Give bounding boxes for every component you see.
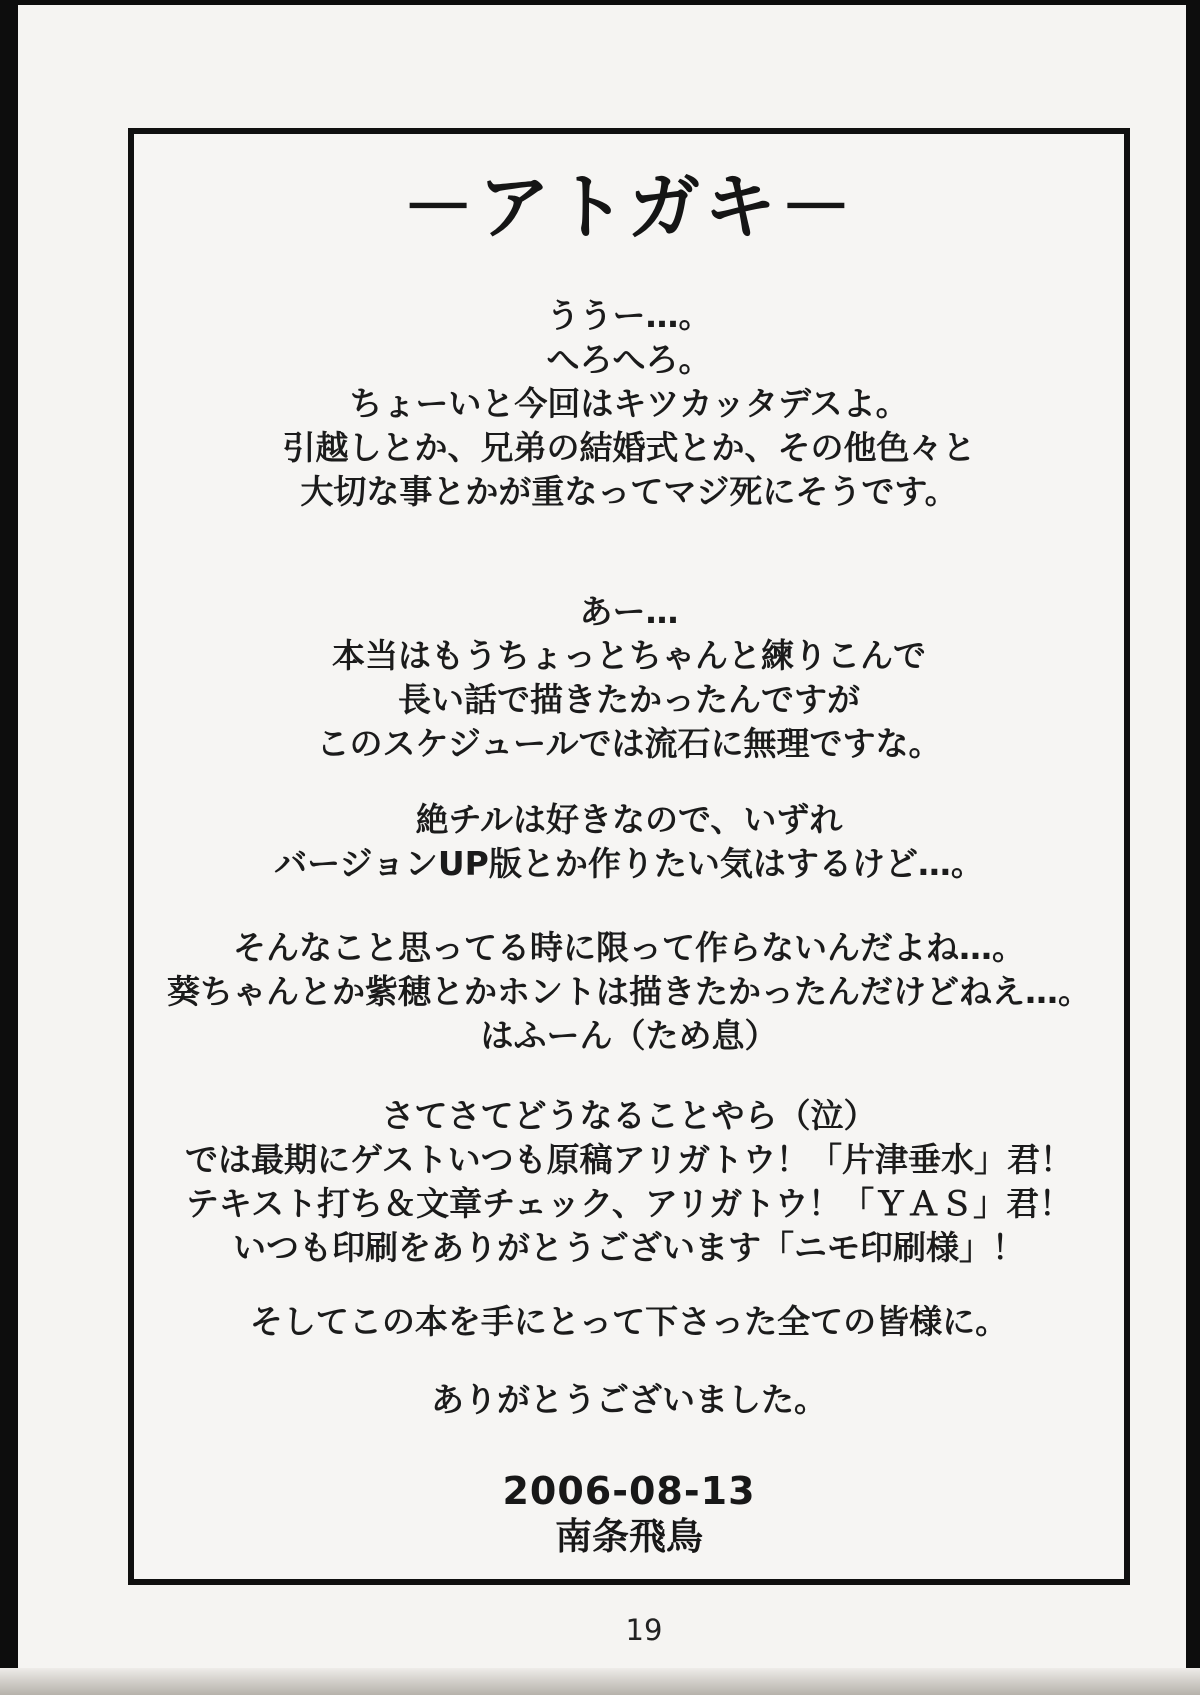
text-line: 長い話で描きたかったんですが (398, 680, 860, 719)
paragraph (134, 926, 1124, 1058)
date: 2006-08-13 (502, 1469, 756, 1513)
text-line: はふーん（ため息） (480, 1016, 778, 1055)
text-line: 大切な事とかが重なってマジ死にそうです。 (300, 472, 958, 511)
paragraph (134, 1300, 1124, 1344)
text-line: 葵ちゃんとか紫穂とかホントは描きたかったんだけどねえ…。 (167, 972, 1091, 1011)
paragraph (134, 1378, 1124, 1422)
paragraph (134, 294, 1124, 514)
paragraph (134, 1094, 1124, 1270)
text-line: そんなこと思ってる時に限って作らないんだよね…。 (233, 928, 1025, 967)
text-line: ありがとうございました。 (431, 1380, 827, 1419)
page-title: －アトガキ－ (402, 164, 856, 249)
page-number: 19 (625, 1613, 663, 1647)
text-line: テキスト打ち＆文章チェック、アリガトウ！「ＹＡＳ」君！ (185, 1184, 1073, 1223)
text-line: ちょーいと今回はキツカッタデスよ。 (349, 384, 909, 423)
text-line: では最期にゲストいつも原稿アリガトウ！「片津垂水」君！ (184, 1140, 1074, 1179)
scan-edge-top (0, 0, 1200, 5)
text-line: いつも印刷をありがとうございます「ニモ印刷様」！ (233, 1228, 1025, 1267)
scan-shadow-bottom (0, 1668, 1200, 1695)
afterword-frame (128, 128, 1130, 1585)
author-name: 南条飛鳥 (555, 1515, 703, 1558)
text-line: へろへろ。 (546, 340, 712, 379)
text-line: あー… (579, 592, 679, 631)
scan-edge-left (0, 0, 18, 1675)
text-line: ううー…。 (546, 296, 712, 335)
text-line: バージョンUP版とか作りたい気はするけど…。 (274, 844, 984, 883)
text-line: 本当はもうちょっとちゃんと練りこんで (332, 636, 926, 675)
text-line: このスケジュールでは流石に無理ですな。 (316, 724, 942, 763)
text-line: 絶チルは好きなので、いずれ (415, 800, 843, 839)
scan-edge-right (1186, 0, 1200, 1675)
text-line: そしてこの本を手にとって下さった全ての皆様に。 (249, 1302, 1009, 1341)
text-line: 引越しとか、兄弟の結婚式とか、その他色々と (282, 428, 976, 467)
text-line: さてさてどうなることやら（泣） (381, 1096, 877, 1135)
paragraph (134, 590, 1124, 766)
afterword-body (134, 294, 1124, 1422)
paragraph (134, 798, 1124, 886)
